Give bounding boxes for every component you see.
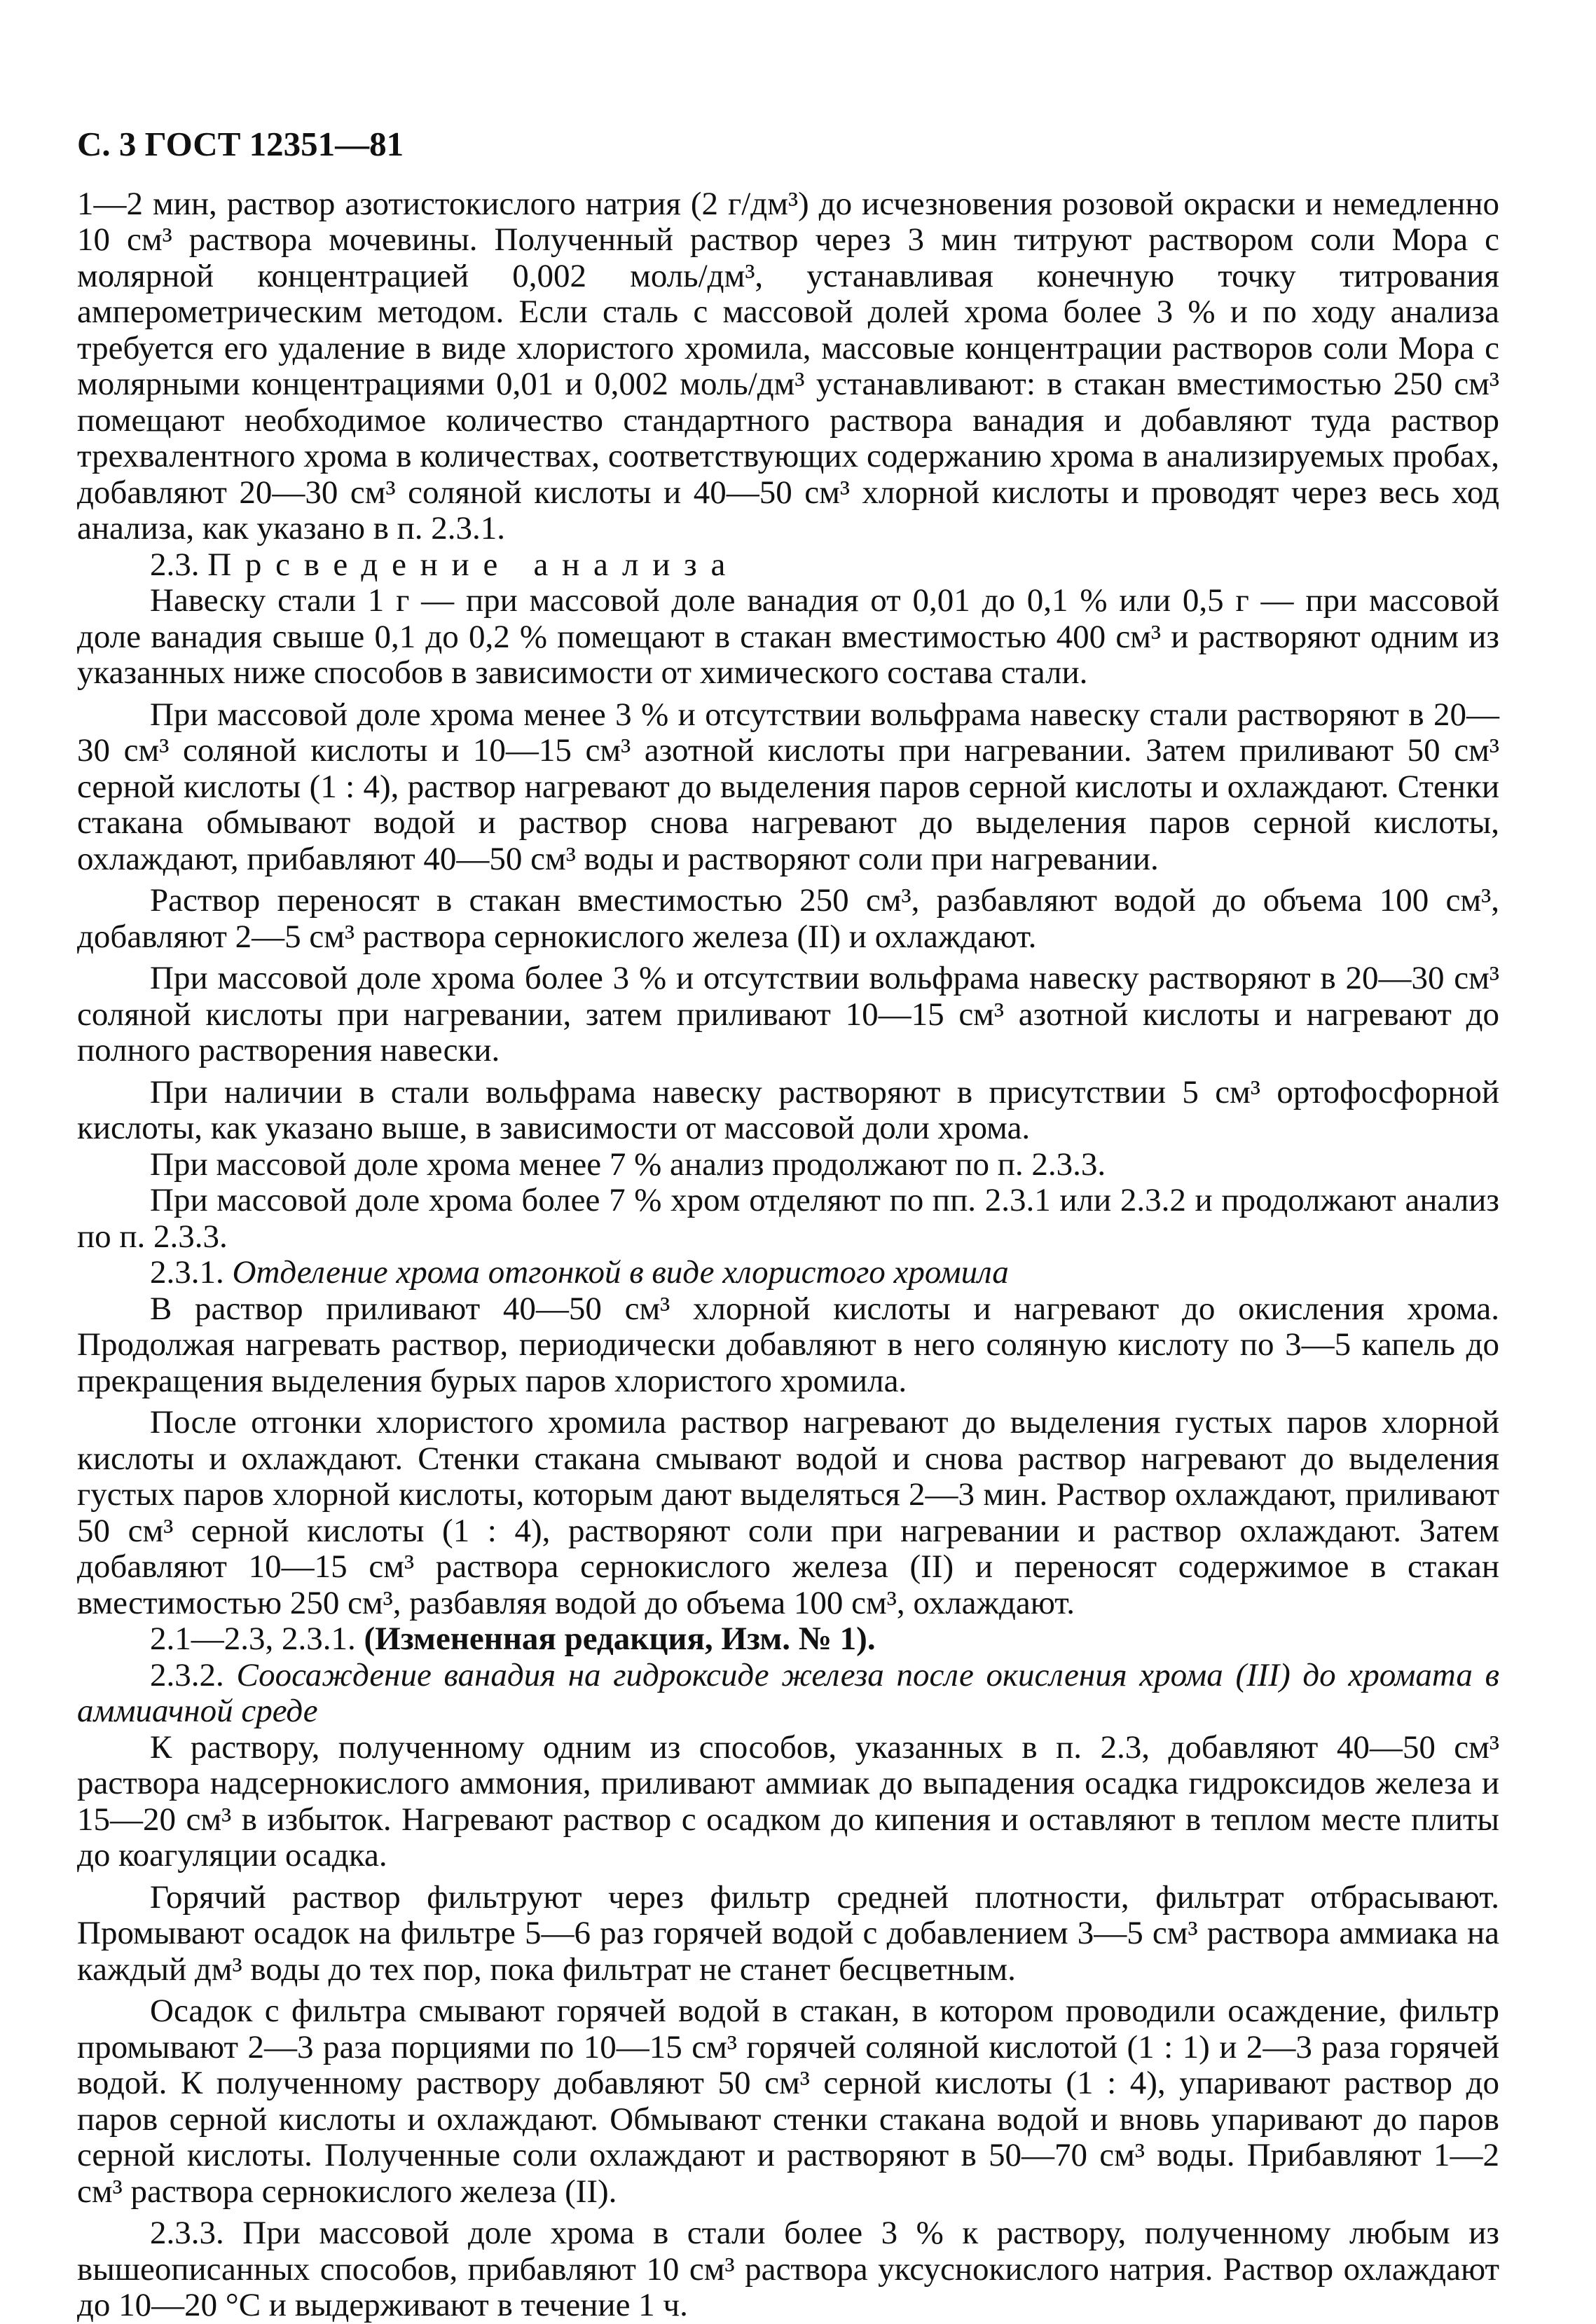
paragraph: При массовой доле хрома более 3 % и отсутствии вольфрама навеску растворяют в 20—30 см³ соляной кислоты при нагревании, затем приливают 10—15 см³ азотной кислоты и нагревают до полного растворения навески. [77,960,1499,1068]
paragraph: Навеску стали 1 г — при массовой доле ванадия от 0,01 до 0,1 % или 0,5 г — при массовой доле ванадия свыше 0,1 до 0,2 % помещают в стакан вместимостью 400 см³ и растворяют одним из указанных ниже способов в зависимости от химического состава стали. [77,582,1499,691]
paragraph: При массовой доле хрома менее 7 % анализ продолжают по п. 2.3.3. [150,1146,1106,1183]
paragraph: При наличии в стали вольфрама навеску растворяют в присутствии 5 см³ ортофосфорной кислоты, как указано выше, в зависимости от массовой доли хрома. [77,1073,1499,1146]
section-number: 2.3.1. [150,1254,224,1291]
paragraph: 1—2 мин, раствор азотистокислого натрия (2 г/дм³) до исчезновения розовой окраски и немедленно 10 см³ раствора мочевины. Полученный раствор через 3 мин титруют раствором соли Мора с молярной концентрацией 0,002 моль/дм³, устанавливая конечную точку титрования амперометрическим методом. Если сталь с массовой долей хрома более 3 % и по ходу анализа требуется его удаление в виде хлористого хромила, массовые концентрации растворов соли Мора с молярными концентрациями 0,01 и 0,002 моль/дм³ устанавливают: в стакан вместимостью 250 см³ помещают необходимое количество стандартного раствора ванадия и добавляют туда раствор трехвалентного хрома в количествах, соответствующих содержанию хрома в анализируемых пробах, добавляют 20—30 см³ соляной кислоты и 40—50 см³ хлорной кислоты и проводят через весь ход анализа, как указано в п. 2.3.1. [77,185,1499,546]
amendment-text: (Измененная редакция, Изм. № 1). [364,1621,876,1657]
section-heading-2-3-1 [77,1255,1499,1291]
document-page [77,126,1499,2324]
paragraph: После отгонки хлористого хромила раствор нагревают до выделения густых паров хлорной кислоты и охлаждают. Стенки стакана смывают водой и снова раствор нагревают до выделения густых паров хлорной кислоты, которым дают выделяться 2—3 мин. Раствор охлаждают, приливают 50 см³ серной кислоты (1 : 4), растворяют соли при нагревании и раствор охлаждают. Затем добавляют 10—15 см³ раствора сернокислого железа (II) и переносят содержимое в стакан вместимостью 250 см³, разбавляя водой до объема 100 см³, охлаждают. [77,1404,1499,1621]
paragraph: Раствор переносят в стакан вместимостью 250 см³, разбавляют водой до объема 100 см³, добавляют 2—5 см³ раствора сернокислого железа (II) и охлаждают. [77,882,1499,955]
paragraph: Горячий раствор фильтруют через фильтр средней плотности, фильтрат отбрасывают. Промывают осадок на фильтре 5—6 раз горячей водой с добавлением 3—5 см³ раствора аммиака на каждый дм³ воды до тех пор, пока фильтрат не станет бесцветным. [77,1878,1499,1988]
amendment-note [77,1621,1499,1658]
section-number: 2.3. [150,546,200,583]
paragraph: При массовой доле хрома менее 3 % и отсутствии вольфрама навеску стали растворяют в 20—30 см³ соляной кислоты и 10—15 см³ азотной кислоты при нагревании. Затем приливают 50 см³ серной кислоты (1 : 4), раствор нагревают до выделения паров серной кислоты и охлаждают. Стенки стакана обмывают водой и раствор снова нагревают до выделения паров серной кислоты, охлаждают, прибавляют 40—50 см³ воды и растворяют соли при нагревании. [77,696,1499,877]
section-title: Прсведение анализа [207,546,740,583]
section-heading-2-3 [77,547,1499,584]
paragraph: К раствору, полученному одним из способов, указанных в п. 2.3, добавляют 40—50 см³ раствора надсернокислого аммония, приливают аммиак до выпадения осадка гидроксидов железа и 15—20 см³ в избыток. Нагревают раствор с осадком до кипения и оставляют в теплом месте плиты до коагуляции осадка. [77,1728,1499,1873]
paragraph: При массовой доле хрома более 7 % хром отделяют по пп. 2.3.1 или 2.3.2 и продолжают анализ по п. 2.3.3. [77,1182,1499,1255]
paragraph: В раствор приливают 40—50 см³ хлорной кислоты и нагревают до окисления хрома. Продолжая нагревать раствор, периодически добавляют в него соляную кислоту по 3—5 капель до прекращения выделения бурых паров хлористого хромила. [77,1290,1499,1399]
section-title: Отделение хрома отгонкой в виде хлористого хромила [232,1254,1009,1291]
amendment-ref: 2.1—2.3, 2.3.1. [150,1621,356,1657]
section-heading-2-3-2 [77,1658,1499,1730]
section-title: Соосаждение ванадия на гидроксиде железа после окисления хрома (III) до хромата в аммиачной среде [77,1656,1500,1729]
paragraph: Осадок с фильтра смывают горячей водой в стакан, в котором проводили осаждение, фильтр промывают 2—3 раза порциями по 10—15 см³ горячей соляной кислотой (1 : 1) и 2—3 раза горячей водой. К полученному раствору добавляют 50 см³ серной кислоты (1 : 4), упаривают раствор до паров серной кислоты и охлаждают. Обмывают стенки стакана водой и вновь упаривают до паров серной кислоты. Полученные соли охлаждают и растворяют в 50—70 см³ воды. Прибавляют 1—2 см³ раствора сернокислого железа (II). [77,1993,1499,2210]
paragraph: 2.3.3. При массовой доле хрома в стали более 3 % к раствору, полученному любым из вышеописанных способов, прибавляют 10 см³ раствора уксуснокислого натрия. Раствор охлаждают до 10—20 °С и выдерживают в течение 1 ч. [77,2215,1499,2323]
section-number: 2.3.2. [150,1656,224,1693]
page-header: С. 3 ГОСТ 12351—81 [77,125,404,163]
